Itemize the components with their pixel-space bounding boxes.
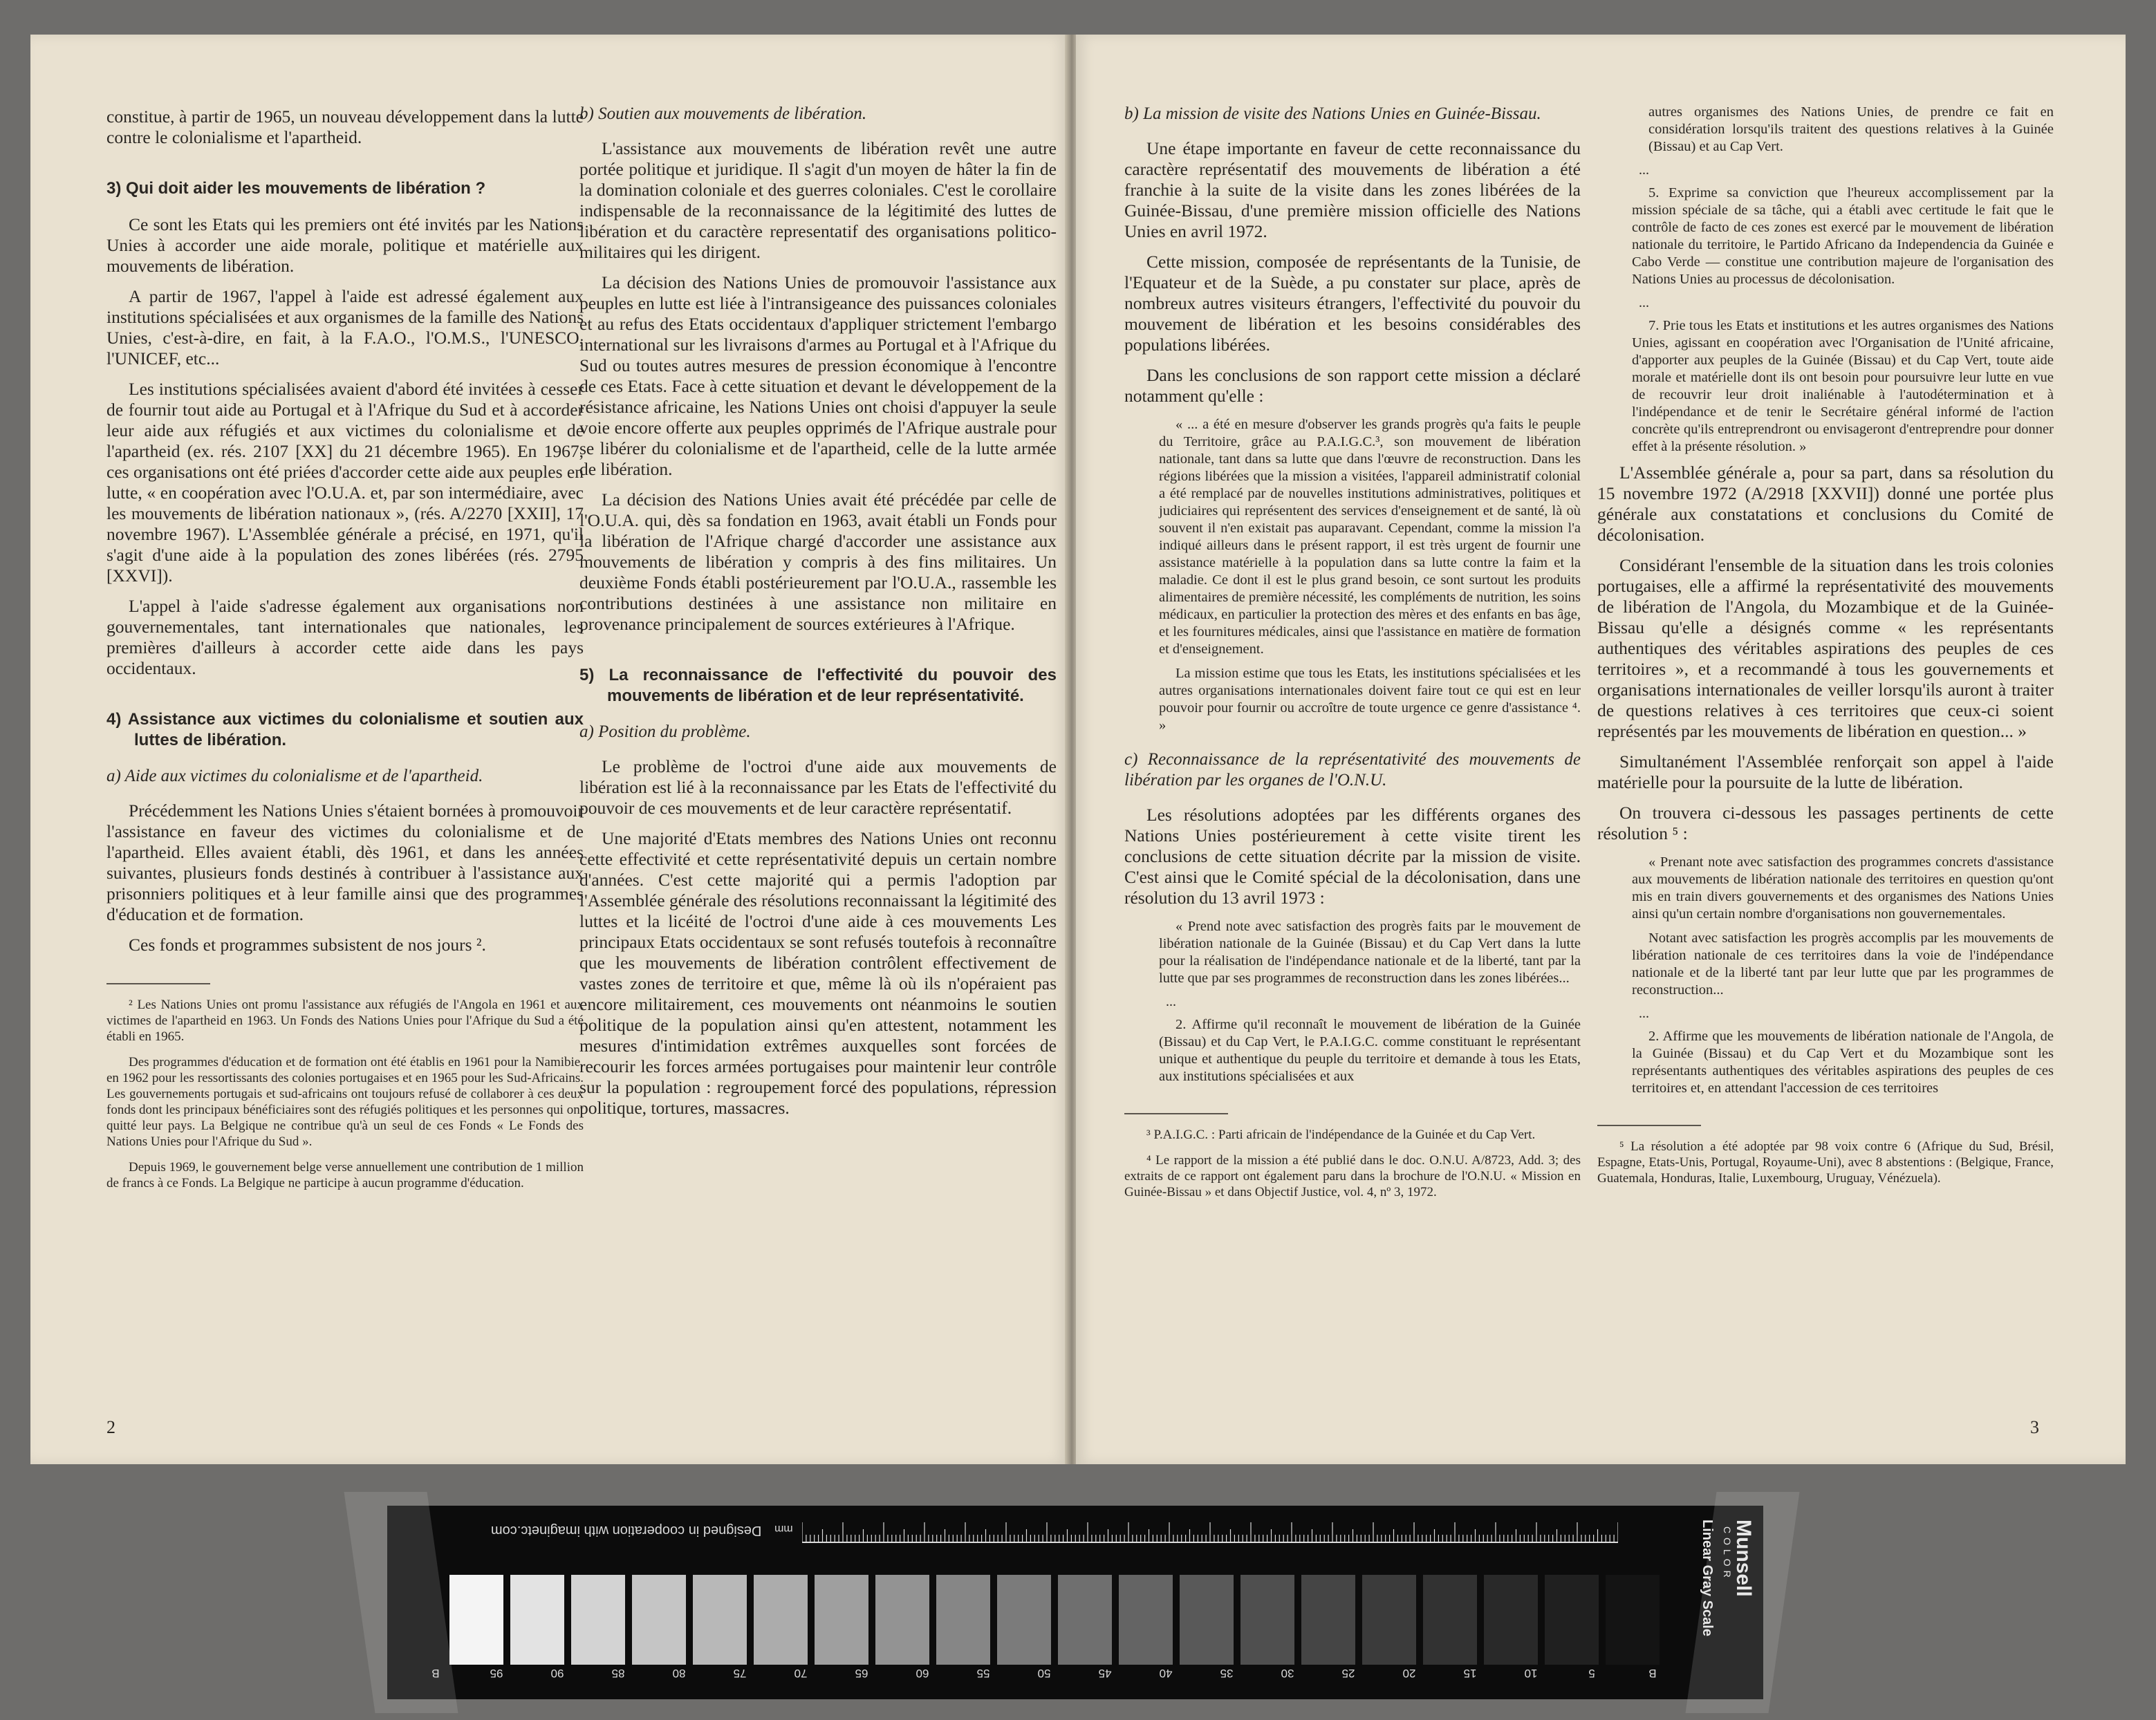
quotation: La mission estime que tous les Etats, les institutions spécialisées et les autres organisations internationales doivent faire tout ce qui est en leur pouvoir pour fournir ou accroître de toute urgence ce genre d'assistance ⁴. » bbox=[1159, 666, 1581, 733]
paragraph: Ces fonds et programmes subsistent de nos jours ². bbox=[129, 935, 486, 955]
paragraph: Ce sont les Etats qui les premiers ont été invités par les Nations Unies à accorder une aide morale, politique et matérielle aux mouvements de libération. bbox=[106, 214, 584, 276]
paragraph: Dans les conclusions de son rapport cette mission a déclaré notamment qu'elle : bbox=[1124, 365, 1581, 406]
left-column-1 bbox=[106, 106, 584, 1201]
gray-patch bbox=[1058, 1575, 1112, 1665]
gray-patch bbox=[1240, 1575, 1294, 1665]
paragraph: L'assistance aux mouvements de libération revêt une autre portée politique et juridique. Il s'agit d'un moyen de hâter la fin de la domination coloniale et des guerres coloniales. C'est le corollaire indispensable de la reconnaissance de la légitimité des luttes de libération et du caractère representatif des organisations politico-militaires qui les dirigent. bbox=[579, 138, 1057, 262]
quotation: 2. Affirme qu'il reconnaît le mouvement de libération de la Guinée (Bissau) et du Cap Vert, le P.A.I.G.C. comme constituant le représentant unique et authentique du peuple du territoire et demande à tous les Etats, aux institutions spécialisées et aux bbox=[1159, 1017, 1581, 1084]
footnote: ⁴ Le rapport de la mission a été publié dans le doc. O.N.U. A/8723, Add. 3; des extraits de ce rapport ont également paru dans la brochure de l'O.N.U. « Mission en Guinée-Bissau » et dans Objectif Justice, vol. 4, nº 3, 1972. bbox=[1124, 1153, 1581, 1199]
paragraph: Les résolutions adoptées par les différents organes des Nations Unies postérieurement à cette visite tirent les conclusions de cette situation décrite par la mission de visite. C'est ainsi que le Comité spécial de la décolonisation, dans une résolution du 13 avril 1973 : bbox=[1124, 805, 1581, 908]
footnote: ² Les Nations Unies ont promu l'assistance aux réfugiés de l'Angola en 1961 et aux victimes de l'apartheid en 1963. Un Fonds des Nations Unies pour l'Afrique du Sud a été établi en 1965. bbox=[106, 998, 584, 1044]
subsection-heading: b) Soutien aux mouvements de libération. bbox=[579, 104, 867, 123]
page-number: 2 bbox=[106, 1417, 115, 1437]
paragraph: Le problème de l'octroi d'une aide aux mouvements de libération est lié à la reconnaissance par les Etats de l'effectivité du pouvoir de ces mouvements et de leur caractère représentatif. bbox=[579, 756, 1057, 818]
page-number: 3 bbox=[2030, 1417, 2039, 1437]
left-column-2 bbox=[579, 104, 1057, 1128]
patch-label: 15 bbox=[1463, 1667, 1477, 1680]
footnote-divider bbox=[1597, 1125, 1701, 1126]
footnote: ⁵ La résolution a été adoptée par 98 voix contre 6 (Afrique du Sud, Brésil, Espagne, Etats-Unis, Portugal, Royaume-Uni), avec 8 abstentions : (Belgique, France, Guatemala, Honduras, Italie, Luxembourg, Uruguay, Vénézuela). bbox=[1597, 1139, 2054, 1186]
gray-patch bbox=[693, 1575, 747, 1665]
gray-patch bbox=[754, 1575, 808, 1665]
patch-label: 75 bbox=[733, 1667, 747, 1680]
gray-patch bbox=[1423, 1575, 1477, 1665]
gray-patch bbox=[1301, 1575, 1355, 1665]
quotation: « Prenant note avec satisfaction des programmes concrets d'assistance aux mouvements de libération nationale des territoires en question qu'ont mis en train divers gouvernements et des organismes des Nations Unies ainsi qu'un certain nombre d'organisations non gouvernementales. bbox=[1632, 854, 2054, 922]
ellipsis: ... bbox=[1639, 295, 1649, 310]
patch-label: 70 bbox=[794, 1667, 808, 1680]
footnote: ³ P.A.I.G.C. : Parti africain de l'indépendance de la Guinée et du Cap Vert. bbox=[1146, 1128, 1536, 1142]
patch-label: 90 bbox=[550, 1667, 564, 1680]
gray-patch bbox=[1545, 1575, 1599, 1665]
subsection-heading: b) La mission de visite des Nations Unies en Guinée-Bissau. bbox=[1124, 104, 1541, 123]
patch-label: 45 bbox=[1098, 1667, 1112, 1680]
patch-label: 95 bbox=[490, 1667, 503, 1680]
millimeter-ruler bbox=[802, 1520, 1618, 1543]
gray-patch bbox=[997, 1575, 1051, 1665]
gray-patch bbox=[449, 1575, 503, 1665]
paragraph: Considérant l'ensemble de la situation dans les trois colonies portugaises, elle a affirmé la représentativité des mouvements de libération de l'Angola, du Mozambique et de la Guinée-Bissau qu'elle a désignés comme « les représentants authentiques des véritables aspirations des peuples de ces territoires », et a recommandé à tous les gouvernements et organisations internationales de veiller lorsqu'ils auront à traiter de questions relatives à ces territoires que ceux-ci soient représentés par les mouvements de libération en question... » bbox=[1597, 555, 2054, 741]
patch-label: 35 bbox=[1220, 1667, 1234, 1680]
patch-label: 65 bbox=[855, 1667, 868, 1680]
ellipsis: ... bbox=[1639, 1006, 1649, 1021]
patch-label: 40 bbox=[1159, 1667, 1173, 1680]
section-heading: 3) Qui doit aider les mouvements de libération ? bbox=[106, 179, 486, 198]
paragraph: Les institutions spécialisées avaient d'abord été invitées à cesser de fournir tout aide au Portugal et à l'Afrique du Sud et à accorder leur aide aux réfugiés et aux victimes du colonialisme et de l'apartheid (ex. rés. 2107 [XX] du 21 décembre 1965). En 1967, ces organisations ont été priées d'accorder cette aide aux peuples en lutte, « en coopération avec l'O.U.A. et, par son intermédiaire, avec les mouvements de libération nationaux », (rés. A/2270 [XXII], 17 novembre 1967). L'Assemblée générale a précisé, en 1971, qu'il s'agit d'une aide à la population des zones libérées (rés. 2795 [XXVI]). bbox=[106, 379, 584, 586]
paragraph: Une étape importante en faveur de cette reconnaissance du caractère représentatif des mouvements de libération a été franchie à la suite de la visite dans les zones libérées de la Guinée-Bissau, d'une première mission officielle des Nations Unies en avril 1972. bbox=[1124, 138, 1581, 241]
subsection-heading: a) Position du problème. bbox=[579, 722, 751, 741]
gray-patch bbox=[1180, 1575, 1234, 1665]
gray-patch bbox=[936, 1575, 990, 1665]
patch-label: 60 bbox=[916, 1667, 929, 1680]
paragraph: On trouvera ci-dessous les passages pertinents de cette résolution ⁵ : bbox=[1597, 803, 2054, 843]
card-brand bbox=[1700, 1520, 1756, 1685]
patch-label: 80 bbox=[672, 1667, 686, 1680]
patch-label: 55 bbox=[976, 1667, 990, 1680]
quotation: « ... a été en mesure d'observer les grands progrès qu'a faits le peuple du Territoire, grâce au P.A.I.G.C.³, son mouvement de libération nationale, tant dans sa lutte que dans l'œuvre de reconstruction. Dans les régions libérées que la mission a visitées, l'appareil administratif colonial a été remplacé par de nouvelles institutions administratives, politiques et judiciaires qui représentent des services d'enseignement et de santé, là où souvent il n'en existait pas auparavant. Cependant, comme la mission l'a indiqué ailleurs dans le présent rapport, il est très urgent de fournir une assistance matérielle à la population dans sa lutte contre la faim et la maladie. Ce dont il est le plus grand besoin, ce sont surtout les produits alimentaires de première nécessité, les compléments de nutrition, les soins médicaux, en particulier la protection des mères et des enfants en bas âge, et les fournitures médicales, ainsi que l'assistance en matière de formation et d'enseignement. bbox=[1159, 417, 1581, 657]
right-column-2 bbox=[1597, 104, 2054, 1196]
gray-patch bbox=[1484, 1575, 1538, 1665]
left-page bbox=[30, 35, 1068, 1464]
footnote-divider bbox=[106, 983, 210, 984]
paragraph: Simultanément l'Assemblée renforçait son appel à l'aide matérielle pour la poursuite de la lutte de libération. bbox=[1597, 751, 2054, 792]
ellipsis: ... bbox=[1166, 994, 1176, 1009]
paragraph: L'Assemblée générale a, pour sa part, dans sa résolution du 15 novembre 1972 (A/2918 [XXVII]) donné une portée plus générale aux constatations et conclusions du Comité de décolonisation. bbox=[1597, 462, 2054, 545]
paragraph: Précédemment les Nations Unies s'étaient bornées à promouvoir l'assistance en faveur des victimes du colonialisme et de l'apartheid. Elles avaient établi, dès 1961, et dans les années suivantes, plusieurs fonds destinés à contribuer à l'assistance aux prisonniers politiques et à leur famille ainsi que des programmes d'éducation et de formation. bbox=[106, 801, 584, 924]
gray-patch-strip bbox=[449, 1575, 1660, 1665]
brand-name: Munsell bbox=[1732, 1520, 1755, 1597]
patch-label: 10 bbox=[1524, 1667, 1538, 1680]
gray-patch bbox=[632, 1575, 686, 1665]
patch-label: 50 bbox=[1037, 1667, 1051, 1680]
patch-label: 25 bbox=[1341, 1667, 1355, 1680]
paragraph: La décision des Nations Unies de promouvoir l'assistance aux peuples en lutte est liée à l'intransigeance des puissances coloniales et au refus des Etats occidentaux d'appliquer strictement l'embargo international sur les livraisons d'armes au Portugal et à l'Afrique du Sud ou toutes autres mesures de pression économique à l'encontre de ces Etats. Face à cette situation et devant le développement de la résistance africaine, les Nations Unies ont choisi d'appuyer la seule voie encore offerte aux peuples opprimés de l'Afrique australe pour se libérer du colonialisme et de l'apartheid, celle de la lutte armée de libération. bbox=[579, 272, 1057, 479]
patch-label: 20 bbox=[1402, 1667, 1416, 1680]
brand-sub: COLOR bbox=[1722, 1526, 1733, 1582]
gray-patch bbox=[875, 1575, 929, 1665]
gray-patch bbox=[510, 1575, 564, 1665]
ruler-unit: mm bbox=[774, 1523, 793, 1535]
quotation: 5. Exprime sa conviction que l'heureux accomplissement par la mission spéciale de sa tâche, qui a établi avec certitude le fait que le contrôle de facto de ces zones est exercé par le mouvement de libération nationale du territoire, le Partido Africano da Independencia da Guinée e Cabo Verde — constitue une contribution majeure de l'organisation des Nations Unies au processus de décolonisation. bbox=[1632, 185, 2054, 287]
paragraph: Cette mission, composée de représentants de la Tunisie, de l'Equateur et de la Suède, a pu constater sur place, après de nombreux autres visiteurs étrangers, l'effectivité du pouvoir du mouvement de libération et les besoins considérables des populations libérées. bbox=[1124, 252, 1581, 355]
quotation: autres organismes des Nations Unies, de prendre ce fait en considération lorsqu'ils traitent des questions relatives à la Guinée (Bissau) et au Cap Vert. bbox=[1648, 104, 2054, 154]
gray-scale-card bbox=[387, 1506, 1763, 1699]
patch-label: B bbox=[431, 1667, 440, 1680]
section-heading: 4) Assistance aux victimes du colonialisme et soutien aux luttes de libération. bbox=[106, 710, 584, 749]
subsection-heading: a) Aide aux victimes du colonialisme et de l'apartheid. bbox=[106, 767, 483, 785]
quotation: « Prend note avec satisfaction des progrès faits par le mouvement de libération nationale de la Guinée (Bissau) et du Cap Vert dans la lutte pour la réalisation de l'indépendance nationale et de la liberté, tant par la lutte que par ses programmes de reconstruction dans les zones libérées... bbox=[1159, 919, 1581, 986]
card-credit: Designed in cooperation with imaginetc.com bbox=[491, 1523, 762, 1538]
right-column-1 bbox=[1124, 104, 1581, 1210]
patch-label: B bbox=[1648, 1667, 1657, 1680]
paragraph: L'appel à l'aide s'adresse également aux organisations non gouvernementales, tant internationales que nationales, les premières d'ailleurs à accorder cette aide dans les pays occidentaux. bbox=[106, 596, 584, 678]
quotation: Notant avec satisfaction les progrès accomplis par les mouvements de libération nationale de ces territoires dans la voie de l'indépendance nationale et de la liberté tant par leur lutte que par les programmes de reconstruction... bbox=[1632, 931, 2054, 998]
card-title: Linear Gray Scale bbox=[1700, 1520, 1715, 1636]
quotation: 7. Prie tous les Etats et institutions et les autres organismes des Nations Unies, agissant en coopération avec l'Organisation de l'Unité africaine, d'apporter aux peuples de la Guinée (Bissau) et du Cap Vert, toute aide morale et matérielle dont ils ont besoin pour poursuivre leur lutte en vue de recouvrir leur droit inaliénable à l'autodétermination et à l'indépendance et de tenir le Secrétaire général informé de l'action concrète qu'ils entreprendront ou envisageront d'entreprendre pour donner effet à la présente résolution. » bbox=[1632, 318, 2054, 454]
ellipsis: ... bbox=[1639, 162, 1649, 178]
section-heading: 5) La reconnaissance de l'effectivité du pouvoir des mouvements de libération et de leur représentativité. bbox=[579, 666, 1057, 705]
patch-label: 85 bbox=[611, 1667, 625, 1680]
gray-patch bbox=[815, 1575, 868, 1665]
paragraph: constitue, à partir de 1965, un nouveau développement dans la lutte contre le colonialisme et l'apartheid. bbox=[106, 106, 584, 147]
footnote: Depuis 1969, le gouvernement belge verse annuellement une contribution de 1 million de francs à ce Fonds. La Belgique ne participe à aucun programme d'éducation. bbox=[106, 1160, 584, 1190]
gray-patch bbox=[1119, 1575, 1173, 1665]
subsection-heading: c) Reconnaissance de la représentativité des mouvements de libération par les organes de l'O.N.U. bbox=[1124, 750, 1581, 789]
right-page bbox=[1076, 35, 2126, 1464]
gray-patch bbox=[1606, 1575, 1660, 1665]
footnote: Des programmes d'éducation et de formation ont été établis en 1961 pour la Namibie, en 1962 pour les ressortissants des colonies portugaises et en 1965 pour les Sud-Africains. Les gouvernements portugais et sud-africains ont toujours refusé de collaborer à ces deux fonds dont les principaux bénéficiaires sont des réfugiés politiques et les personnes qui ont quitté leur pays. La Belgique ne contribue qu'à un seul de ces Fonds « Le Fonds des Nations Unies pour l'Afrique du Sud ». bbox=[106, 1055, 584, 1149]
quotation: 2. Affirme que les mouvements de libération nationale de l'Angola, de la Guinée (Bissau) et du Cap Vert et du Mozambique sont les représentants authentiques des véritables aspirations des peuples de ces territoires et, en attendant l'accession de ces territoires bbox=[1632, 1029, 2054, 1096]
patch-label: 5 bbox=[1588, 1667, 1595, 1680]
footnote-divider bbox=[1124, 1113, 1228, 1114]
paragraph: La décision des Nations Unies avait été précédée par celle de l'O.U.A. qui, dès sa fondation en 1963, avait établi un Fonds pour la libération de l'Afrique chargé d'accorder une assistance aux mouvements de libération y compris à des fins militaires. Un deuxième Fonds établi postérieurement par l'O.U.A., rassemble les contributions destinées à une assistance non militaire en provenance principalement de sources extérieures à l'Afrique. bbox=[579, 489, 1057, 634]
patch-label: 30 bbox=[1281, 1667, 1294, 1680]
gray-patch bbox=[1362, 1575, 1416, 1665]
gray-patch bbox=[571, 1575, 625, 1665]
paragraph: Une majorité d'Etats membres des Nations Unies ont reconnu cette effectivité et cette représentativité depuis un certain nombre d'années. C'est cette majorité qui a permis l'adoption par l'Assemblée générale des résolutions reconnaissant la légitimité des luttes et la licéité de l'octroi d'une aide à ces mouvements Les principaux Etats occidentaux se sont refusés toutefois à reconnaître que les mouvements de libération contrôlent effectivement de vastes zones de territoire et que, même là où ils n'opéraient pas encore militairement, ces mouvements ont néanmoins le soutien politique de la population ainsi qu'en attestent, notamment les mesures d'intimidation extrêmes auxquelles sont forcées de recourir les forces armées portugaises pour maintenir leur contrôle sur la population : regroupement forcé des populations, répression politique, tortures, massacres. bbox=[579, 828, 1057, 1118]
paragraph: A partir de 1967, l'appel à l'aide est adressé également aux institutions spécialisées et aux organismes de la famille des Nations Unies, c'est-à-dire, en fait, à la F.A.O., l'O.M.S., l'UNESCO, l'UNICEF, etc... bbox=[106, 286, 584, 368]
card-holder-left bbox=[344, 1492, 458, 1713]
